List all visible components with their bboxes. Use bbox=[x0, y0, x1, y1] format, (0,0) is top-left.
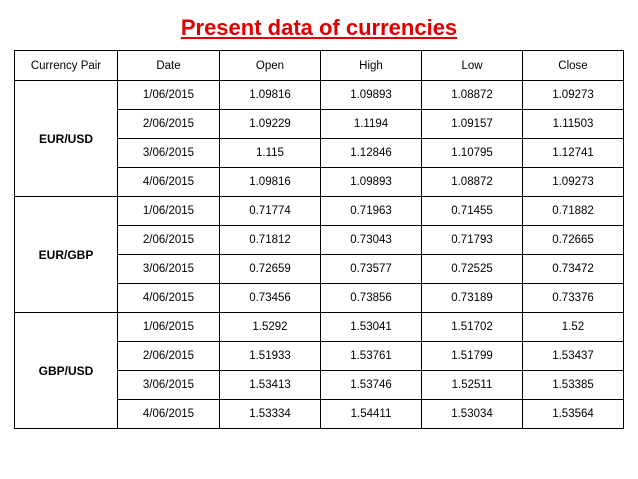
high-cell: 1.54411 bbox=[321, 400, 422, 429]
open-cell: 1.09229 bbox=[220, 110, 321, 139]
date-cell: 1/06/2015 bbox=[118, 81, 220, 110]
high-cell: 1.53041 bbox=[321, 313, 422, 342]
open-cell: 1.51933 bbox=[220, 342, 321, 371]
currency-pair-cell: GBP/USD bbox=[15, 313, 118, 429]
high-cell: 0.73043 bbox=[321, 226, 422, 255]
high-cell: 1.53761 bbox=[321, 342, 422, 371]
high-cell: 1.09893 bbox=[321, 81, 422, 110]
low-cell: 1.10795 bbox=[422, 139, 523, 168]
low-cell: 1.08872 bbox=[422, 168, 523, 197]
open-cell: 0.73456 bbox=[220, 284, 321, 313]
date-cell: 1/06/2015 bbox=[118, 197, 220, 226]
close-cell: 1.53385 bbox=[523, 371, 624, 400]
high-cell: 1.09893 bbox=[321, 168, 422, 197]
close-cell: 1.09273 bbox=[523, 81, 624, 110]
close-cell: 0.71882 bbox=[523, 197, 624, 226]
low-cell: 1.52511 bbox=[422, 371, 523, 400]
low-cell: 0.72525 bbox=[422, 255, 523, 284]
date-cell: 4/06/2015 bbox=[118, 284, 220, 313]
open-cell: 1.5292 bbox=[220, 313, 321, 342]
currency-pair-cell: EUR/GBP bbox=[15, 197, 118, 313]
close-cell: 0.73376 bbox=[523, 284, 624, 313]
close-cell: 0.72665 bbox=[523, 226, 624, 255]
low-cell: 0.71793 bbox=[422, 226, 523, 255]
high-cell: 1.1194 bbox=[321, 110, 422, 139]
open-cell: 1.115 bbox=[220, 139, 321, 168]
open-cell: 0.72659 bbox=[220, 255, 321, 284]
table-row bbox=[15, 81, 624, 110]
currency-pair-cell: EUR/USD bbox=[15, 81, 118, 197]
low-cell: 1.51702 bbox=[422, 313, 523, 342]
column-header-high: High bbox=[321, 51, 422, 81]
column-header-date: Date bbox=[118, 51, 220, 81]
date-cell: 1/06/2015 bbox=[118, 313, 220, 342]
close-cell: 1.11503 bbox=[523, 110, 624, 139]
date-cell: 3/06/2015 bbox=[118, 255, 220, 284]
column-header-close: Close bbox=[523, 51, 624, 81]
high-cell: 1.53746 bbox=[321, 371, 422, 400]
open-cell: 1.53413 bbox=[220, 371, 321, 400]
low-cell: 0.73189 bbox=[422, 284, 523, 313]
high-cell: 1.12846 bbox=[321, 139, 422, 168]
high-cell: 0.73577 bbox=[321, 255, 422, 284]
date-cell: 4/06/2015 bbox=[118, 400, 220, 429]
table-row bbox=[15, 313, 624, 342]
table-body bbox=[15, 81, 624, 429]
close-cell: 1.52 bbox=[523, 313, 624, 342]
page-title: Present data of currencies bbox=[180, 15, 458, 40]
low-cell: 1.08872 bbox=[422, 81, 523, 110]
high-cell: 0.71963 bbox=[321, 197, 422, 226]
low-cell: 1.51799 bbox=[422, 342, 523, 371]
date-cell: 2/06/2015 bbox=[118, 342, 220, 371]
low-cell: 1.53034 bbox=[422, 400, 523, 429]
column-header-open: Open bbox=[220, 51, 321, 81]
close-cell: 1.12741 bbox=[523, 139, 624, 168]
open-cell: 1.53334 bbox=[220, 400, 321, 429]
close-cell: 1.53564 bbox=[523, 400, 624, 429]
high-cell: 0.73856 bbox=[321, 284, 422, 313]
close-cell: 1.09273 bbox=[523, 168, 624, 197]
table-row bbox=[15, 197, 624, 226]
column-header-low: Low bbox=[422, 51, 523, 81]
currency-table bbox=[14, 50, 624, 429]
open-cell: 1.09816 bbox=[220, 168, 321, 197]
close-cell: 1.53437 bbox=[523, 342, 624, 371]
column-header-currency-pair: Currency Pair bbox=[15, 51, 118, 81]
date-cell: 2/06/2015 bbox=[118, 110, 220, 139]
table-header bbox=[15, 51, 624, 81]
low-cell: 0.71455 bbox=[422, 197, 523, 226]
open-cell: 0.71812 bbox=[220, 226, 321, 255]
close-cell: 0.73472 bbox=[523, 255, 624, 284]
header-row bbox=[15, 51, 624, 81]
date-cell: 2/06/2015 bbox=[118, 226, 220, 255]
date-cell: 3/06/2015 bbox=[118, 139, 220, 168]
open-cell: 1.09816 bbox=[220, 81, 321, 110]
date-cell: 4/06/2015 bbox=[118, 168, 220, 197]
low-cell: 1.09157 bbox=[422, 110, 523, 139]
date-cell: 3/06/2015 bbox=[118, 371, 220, 400]
open-cell: 0.71774 bbox=[220, 197, 321, 226]
